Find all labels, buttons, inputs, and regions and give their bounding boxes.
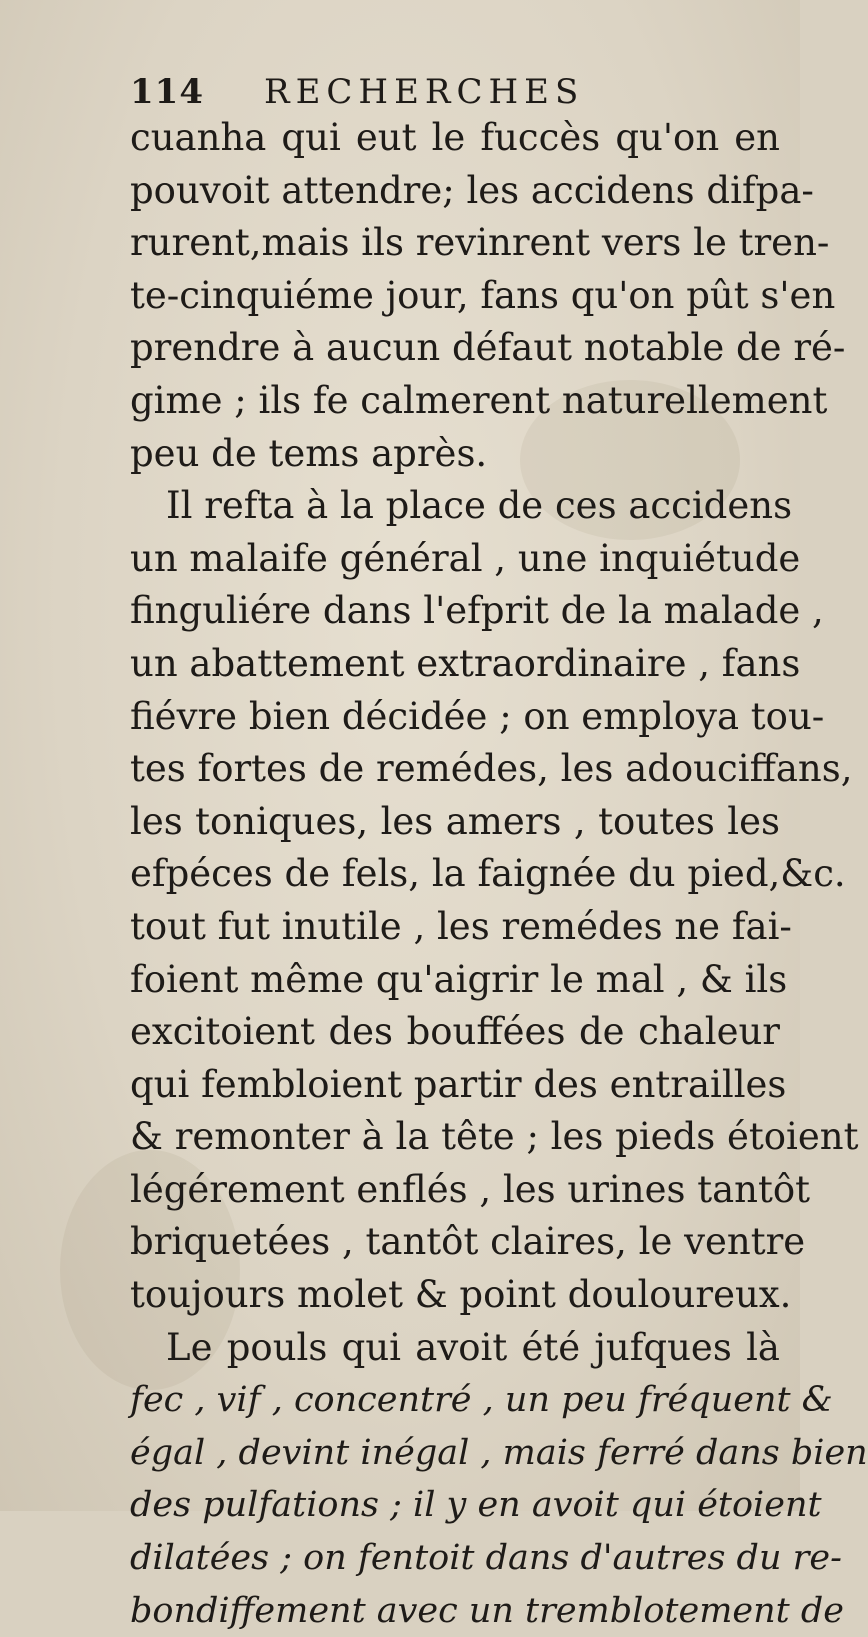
- text-line: des pulfations ; il y en avoit qui étoient: [130, 1485, 822, 1526]
- page-number: 114: [130, 72, 204, 112]
- text-line: les toniques, les amers , toutes les: [130, 799, 780, 843]
- text-line: cuanha qui eut le fuccès qu'on en: [130, 116, 780, 159]
- text-line: gime ; ils fe calmerent naturellement: [130, 378, 828, 422]
- running-head: RECHERCHES: [263, 72, 585, 112]
- text-line: un malaife général , une inquiétude: [130, 536, 801, 580]
- text-line: excitoient des bouffées de chaleur: [130, 1010, 780, 1054]
- text-line: & remonter à la tête ; les pieds étoient: [130, 1115, 859, 1159]
- text-line: rurent,mais ils revinrent vers le tren-: [130, 221, 830, 265]
- page-header: [130, 72, 584, 116]
- text-line: dilatées ; on fentoit dans d'autres du re-: [130, 1538, 842, 1579]
- text-line: foient même qu'aigrir le mal , & ils: [130, 957, 788, 1001]
- text-line: bondiffement avec un tremblotement de: [130, 1590, 844, 1631]
- text-line: qui fembloient partir des entrailles: [130, 1062, 787, 1106]
- text-line: fec , vif , concentré , un peu fréquent &: [130, 1380, 833, 1421]
- text-line: prendre à aucun défaut notable de ré-: [130, 326, 846, 370]
- text-line: efpéces de fels, la faignée du pied,&c.: [130, 852, 846, 896]
- text-line: Le pouls qui avoit été jufques là: [166, 1325, 780, 1369]
- text-line: te-cinquiéme jour, fans qu'on pût s'en: [130, 273, 836, 317]
- body-text: [130, 112, 868, 1637]
- text-line: Il refta à la place de ces accidens: [166, 484, 793, 528]
- text-line: tes fortes de remédes, les adouciffans,: [130, 747, 853, 791]
- text-line: un abattement extraordinaire , fans: [130, 641, 801, 685]
- text-line: légérement enflés , les urines tantôt: [130, 1167, 810, 1211]
- text-line: toujours molet & point douloureux.: [130, 1273, 792, 1317]
- text-line: peu de tems après.: [130, 431, 488, 475]
- text-line: tout fut inutile , les remédes ne fai-: [130, 904, 792, 948]
- text-line: finguliére dans l'efprit de la malade ,: [130, 589, 824, 633]
- text-line: pouvoit attendre; les accidens difpa-: [130, 168, 814, 212]
- text-line: égal , devint inégal , mais ferré dans bien: [130, 1432, 868, 1473]
- text-line: fiévre bien décidée ; on employa tou-: [130, 694, 825, 738]
- text-line: briquetées , tantôt claires, le ventre: [130, 1220, 806, 1264]
